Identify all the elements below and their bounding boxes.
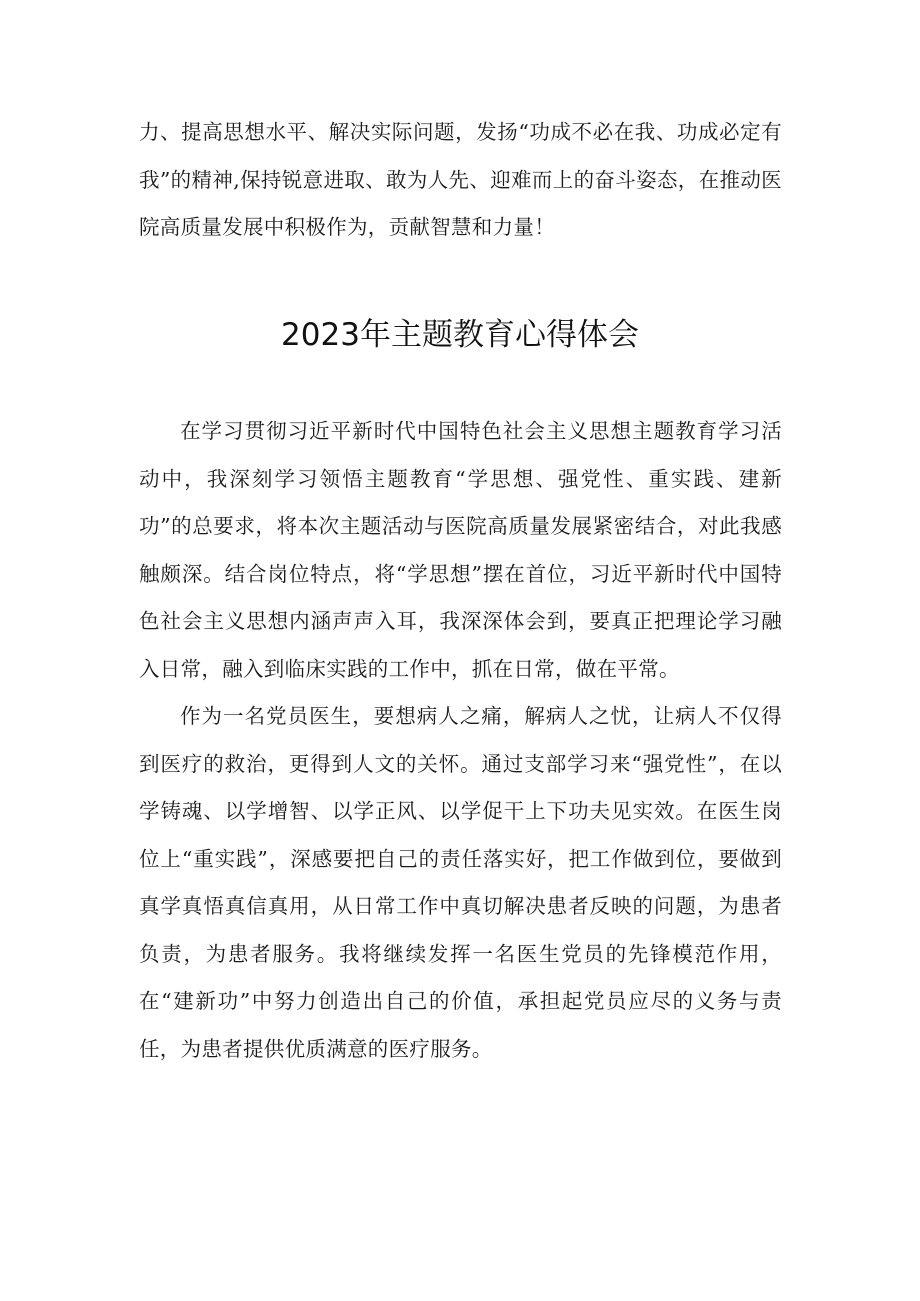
continued-paragraph: 力、提高思想水平、解决实际问题，发扬“功成不必在我、功成必定有我”的精神,保持锐意进取、敢为人先、迎难而上的奋斗姿态，在推动医院高质量发展中积极作为，贡献智慧和力量！ [139, 120, 782, 239]
document-title: 2023年主题教育心得体会 [281, 317, 639, 353]
body-paragraph-1: 在学习贯彻习近平新时代中国特色社会主义思想主题教育学习活动中，我深刻学习领悟主题教育“学思想、强党性、重实践、建新功”的总要求，将本次主题活动与医院高质量发展紧密结合，对此我感触颇深。结合岗位特点，将“学思想”摆在首位，习近平新时代中国特色社会主义思想内涵声声入耳，我深深体会到，要真正把理论学习融入日常，融入到临床实践的工作中，抓在日常，做在平常。 [139, 419, 782, 681]
body-paragraph-2: 作为一名党员医生，要想病人之痛，解病人之忧，让病人不仅得到医疗的救治，更得到人文的关怀。通过支部学习来“强党性”，在以学铸魂、以学增智、以学正风、以学促干上下功夫见实效。在医生岗位上“重实践”，深感要把自己的责任落实好，把工作做到位，要做到真学真悟真信真用，从日常工作中真切解决患者反映的问题，为患者负责，为患者服务。我将继续发挥一名医生党员的先锋模范作用，在“建新功”中努力创造出自己的价值，承担起党员应尽的义务与责任，为患者提供优质满意的医疗服务。 [139, 704, 782, 1061]
